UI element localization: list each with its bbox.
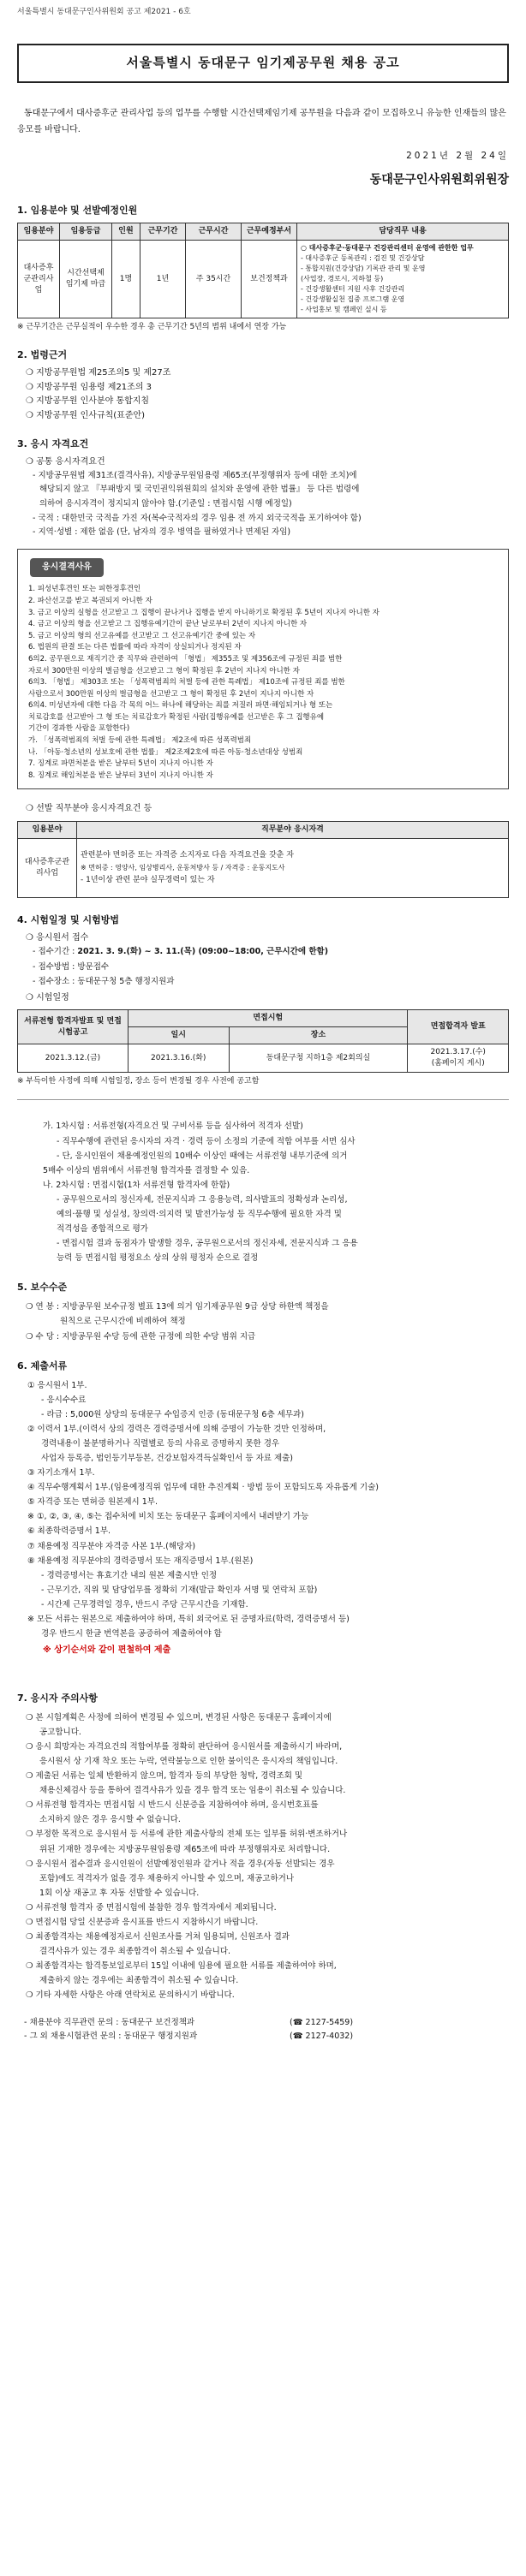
list-item: 8. 징계로 해임처분을 받은 날부터 3년이 지나지 아니한 자 [28,770,213,780]
list-item: 5. 금고 이상의 형의 선고유예를 선고받고 그 선고유예기간 중에 있는 자 [28,631,256,640]
salary-line: ❍ 연 봉 : 지방공무원 보수규정 별표 13에 의거 임기제공무원 9급 상당 하한액 책정을 [26,1302,329,1312]
col-count: 인원 [112,223,140,241]
disqualification-tag: 응시결격사유 [30,558,104,578]
disqualification-box [17,549,509,790]
col-place: 장소 [229,1027,408,1044]
binding-note: ※ 상기순서와 같이 편철하여 제출 [43,1645,171,1656]
document-list [27,1378,509,1642]
common-qual-text [33,469,509,540]
duty-line: - 대사증후군 등록관리 : 검진 및 건강상담 [301,254,425,263]
list-item: 6의2. 공무원으로 재직기간 중 직무와 관련하여 「형법」 제355조 및 제356조에 규정된 죄를 범한 [28,654,343,663]
divider [17,1099,509,1100]
qual-line: 해당되지 않고 『부패방지 및 국민권익위원회의 설치와 운영에 관한 법률』 등 다른 법령에 [39,485,360,495]
section-1-heading: 1. 임용분야 및 선발예정인원 [17,205,138,217]
cell-interview-place: 동대문구청 지하1층 제2회의실 [229,1044,408,1073]
final-note: (홈페이지 게시) [431,1059,485,1068]
list-item: ※ 모든 서류는 원본으로 제출하여야 하며, 특히 외국어로 된 증명자료(학력, 경력증명서 등) [27,1615,350,1625]
col-interview: 면접시험 [129,1010,408,1027]
list-item: 능력 등 면접시험 평정요소 상의 상위 평정자 순으로 결정 [57,1253,259,1264]
col-field: 임용분야 [18,223,60,241]
list-item: 제출하지 않는 경우에는 최종합격이 취소될 수 있습니다. [39,1976,239,1986]
cell-period: 1년 [140,241,186,318]
col-qual: 직무분야 응시자격 [77,821,509,838]
salary-line: 원칙으로 근무시간에 비례하여 책정 [60,1317,186,1327]
salary-text [26,1300,509,1343]
list-item: - 라급 : 5,000원 상당의 동대문구 수입증지 인증 (동대문구청 6층 세무과) [41,1409,304,1419]
cell-duty [297,241,509,318]
list-item: - 경력증명서는 휴효기간 내의 원본 제출시만 인정 [41,1570,218,1580]
salary-line: ❍ 수 당 : 지방공무원 수당 등에 관한 규정에 의한 수당 범위 지급 [26,1331,256,1342]
section-4-note: ※ 부득이한 사정에 의해 시험일정, 장소 등이 변경될 경우 사전에 공고함 [17,1077,260,1086]
contact-item [24,2017,509,2029]
list-item: ❍ 본 시험계획은 사정에 의하여 변경될 수 있으며, 변경된 사항은 동대문구 홈페이지에 [26,1712,332,1722]
list-item: ⑧ 채용예정 직무분야의 경력증명서 또는 재직증명서 1부.(원본) [27,1556,254,1566]
qual-line: 의하여 응시자격이 정지되지 않아야 함.(기준일 : 면접시험 시행 예정일) [39,498,292,509]
qual-line: - 지방공무원법 제31조(결격사유), 지방공무원임용령 제65조(부정행위자 등에 대한 조치)에 [33,470,357,480]
table-row [18,241,509,318]
col-date: 일시 [129,1027,230,1044]
list-item: 나. 2차시험 : 면접시험(1차 서류전형 합격자에 한함) [43,1180,230,1190]
cell-grade: 시간선택제임기제 마급 [60,241,112,318]
list-item: 4. 금고 이상의 형을 선고받고 그 집행유예기간이 끝난 날로부터 2년이 지나지 아니한 자 [28,620,308,629]
list-item: ❍ 기타 자세한 사항은 아래 연락처로 문의하시기 바랍니다. [26,1990,235,2001]
col-doc-result: 서류전형 합격자발표 및 면접시험공고 [18,1010,129,1044]
section-6-heading: 6. 제출서류 [17,1359,68,1371]
qual-line: - 국적 : 대한민국 국적을 가진 자(복수국적자의 경우 임용 전 까지 외국국적을 포기하여야 함) [33,513,362,523]
table-row [18,1044,509,1073]
document-number: 서울특별시 동대문구인사위원회 공고 제2021 - 6호 [17,8,191,16]
list-item: ② 이력서 1부.(이력서 상의 경력은 경력증명서에 의해 증명이 가능한 것만 인정하며, [27,1424,326,1434]
section-3-heading: 3. 응시 자격요건 [17,438,89,450]
list-item: 가. 1차시험 : 서류전형(자격요건 및 구비서류 등을 심사하여 적격자 선발) [43,1121,303,1132]
qual-line: - 지역·성별 : 제한 없음 (단, 남자의 경우 병역을 필하였거나 면제된 자임) [33,527,291,538]
qual-line: ※ 면허증 : 영양사, 임상병리사, 운동처방사 등 / 자격증 : 운동지도사 [81,864,285,872]
list-item: 위된 기재한 경우에는 지방공무원임용령 제65조에 따라 부정행위자로 처리합니다. [39,1844,331,1854]
list-item: 예의·품행 및 성실성, 창의력·의지력 및 발전가능성 등 직무수행에 필요한 자격 및 [57,1210,342,1219]
col-grade: 임용등급 [60,223,112,241]
qual-line: - 1년이상 관련 분야 실무경력이 있는 자 [81,875,215,884]
job-qual-title: ❍ 선발 직무분야 응시자격요건 등 [26,804,152,814]
contact-item [24,2031,509,2043]
list-item: ❍ 지방공무원 임용령 제21조의 3 [26,382,152,392]
list-item: 3. 금고 이상의 실형을 선고받고 그 집행이 끝나거나 집행을 받지 아니하기로 확정된 후 5년이 지나지 아니한 자 [28,608,380,617]
disqualification-list [25,584,501,782]
duty-line: - 통합지원(건강상담) 기록관 관리 및 운영 [301,265,426,273]
list-item: ❍ 응시 희망자는 자격요건의 적합여부를 정확히 판단하여 응시원서를 제출하시기 바라며, [26,1741,343,1752]
exam-method-list [43,1119,509,1265]
duty-line: - 건강생활센터 지원 사후 건강관리 [301,285,405,294]
duty-line: (사업장, 경로시, 지하철 등) [301,275,384,283]
list-item: ⑥ 최종학력증명서 1부. [27,1526,111,1537]
list-item: ❍ 지방공무원 인사분야 통합지침 [26,396,150,407]
list-item: - 근무기간, 직위 및 담당업무를 정확히 기재(발급 확인자 서명 및 연락처 포함) [41,1585,318,1595]
contact-phone: (☎ 2127-4032) [290,2032,354,2042]
cell-field: 대사증후군관리사업 [18,838,77,897]
contact-list [17,2017,509,2044]
col-final-result: 면접합격자 발표 [408,1010,509,1044]
col-field: 임용분야 [18,821,77,838]
col-period: 근무기간 [140,223,186,241]
cell-hours: 주 35시간 [186,241,242,318]
list-item: - 직무수행에 관련된 응시자의 자격 · 경력 등이 소정의 기준에 적합 여부를 서면 심사 [57,1136,356,1146]
list-item: 포함)에도 적격자가 없을 경우 채용하지 아니할 수 있으며, 재공고하거나 [39,1873,295,1883]
list-item: 공고합니다. [39,1727,81,1737]
col-duty: 담당직무 내용 [297,223,509,241]
schedule-title: ❍ 시험일정 [26,992,69,1002]
list-item: 5배수 이상의 범위에서 서류전형 합격자를 결정할 수 있음. [43,1165,250,1175]
list-item: ❍ 제출된 서류는 일체 반환하지 않으며, 합격자 등의 부당한 청탁, 경력조회 및 [26,1771,303,1782]
list-item: ⑦ 채용예정 직무분야 자격증 사본 1부.(해당자) [27,1541,196,1551]
list-item: 치료감호를 선고받아 그 형 또는 치료감호가 확정된 사람(집행유예를 선고받은 후 그 집행유예 [28,712,325,722]
contact-label: - 채용분야 직무관련 문의 : 동대문구 보건정책과 [24,2017,195,2027]
cell-qual [77,838,509,897]
list-item: ❍ 지방공무원법 제25조의5 및 제27조 [26,368,171,378]
contact-phone: (☎ 2127-5459) [290,2017,354,2027]
section-2-heading: 2. 법령근거 [17,349,68,361]
common-qual-title: ❍ 공통 응시자격요건 [26,457,105,467]
qual-line: 관련분야 면허증 또는 자격증 소지자로 다음 자격요건을 갖춘 자 [81,850,294,860]
section-4-heading: 4. 시험일정 및 시험방법 [17,913,119,925]
list-item: 6. 법원의 판결 또는 다른 법률에 따라 자격이 상실되거나 정지된 자 [28,643,242,652]
list-item: ❍ 면접시험 당일 신분증과 응시표를 반드시 지참하시기 바랍니다. [26,1917,259,1927]
cell-final-date [408,1044,509,1073]
intro-text: 동대문구에서 대사증후군 관리사업 등의 업무를 수행할 시간선택제임기제 공무원을 다음과 같이 모집하오니 유능한 인재들의 많은 응모를 바랍니다. [17,108,506,134]
list-item: 경력내용이 불분명하거나 직렬별로 등의 사유로 증명하지 못한 경우 [41,1438,280,1449]
section-1-note: ※ 근무기간은 근무실적이 우수한 경우 총 근무기간 5년의 범위 내에서 연장 가능 [17,323,287,332]
list-item: 경우 반드시 한글 번역본을 공증하여 제출하여야 함 [41,1629,222,1639]
table-row [18,838,509,897]
cell-count: 1명 [112,241,140,318]
page-title: 서울특별시 동대문구 임기제공무원 채용 공고 [17,44,509,83]
list-item: ❍ 서류전형 합격자는 면접시험 시 반드시 신분증을 지참하여야 하며, 응시번호표를 [26,1800,319,1811]
list-item: ❍ 최종합격자는 채용예정자로서 신원조사를 거쳐 임용되며, 신원조사 결과 [26,1932,290,1942]
list-item: - 단, 응시인원이 채용예정인원의 10배수 이상인 때에는 서류전형 내부기준에 의거 [57,1151,348,1161]
notice-list [26,1710,509,2003]
period-label: - 접수기간 : [33,947,78,957]
announcement-page [17,0,509,2043]
list-item: ❍ 최종합격자는 합격통보일로부터 15일 이내에 임용에 필요한 서류를 제출하여야 하며, [26,1961,337,1972]
list-item: 기간이 경과한 사람을 포함한다) [28,724,130,734]
duty-line: ○ 대사증후군·동대문구 건강관리센터 운영에 관한한 업무 [301,244,474,253]
final-date: 2021.3.17.(수) [430,1048,486,1057]
announcement-date: 2021년 2월 24일 [406,150,509,161]
list-item: 6의3. 「형법」 제303조 또는 「성폭력범죄의 처벌 등에 관한 특례법」 제10조에 규정된 죄를 범한 [28,678,345,687]
list-item: - 응시수수료 [41,1395,87,1405]
list-item: ❍ 부정한 목적으로 응시원서 등 서류에 관한 제출사항의 전체 또는 일부를 허위·변조하거나 [26,1829,348,1840]
cell-interview-date: 2021.3.16.(화) [129,1044,230,1073]
duty-line: - 건강생활실천 집중 프로그램 운영 [301,295,405,304]
list-item: 소지하지 않은 경우 응시할 수 없습니다. [39,1815,181,1825]
cell-dept: 보건정책과 [242,241,297,318]
place-text: - 접수장소 : 동대문구청 5층 행정지원과 [33,976,175,986]
recruitment-table [17,223,509,318]
period-value: 2021. 3. 9.(화) ~ 3. 11.(목) (09:00~18:00, 근무시간에 한함) [77,947,329,957]
law-list [17,367,509,422]
list-item: 사람으로서 300만원 이상의 벌금형을 선고받고 그 형이 확정된 후 2년이 지나지 아니한 자 [28,689,314,699]
duty-line: - 사업홍보 및 캠페인 실시 등 [301,306,387,314]
list-item: ① 응시원서 1부. [27,1380,87,1390]
list-item: 6의4. 미성년자에 대한 다음 각 목의 어느 하나에 해당하는 죄를 저질러 파면·해임되거나 형 또는 [28,701,333,711]
list-item: ※ ①, ②, ③, ④, ⑤는 접수처에 비치 또는 동대문구 홈페이지에서 내려받기 가능 [27,1512,309,1522]
col-dept: 근무예정부서 [242,223,297,241]
application-title: ❍ 응시원서 접수 [26,932,89,943]
contact-label: - 그 외 채용시험관련 문의 : 동대문구 행정지원과 [24,2032,198,2042]
list-item: - 면접시험 결과 동점자가 발생할 경우, 공무원으로서의 정신자세, 전문지식과 그 응용 [57,1239,358,1249]
list-item: 적격성을 종합적으로 평가 [57,1224,148,1234]
list-item: 사업자 등록증, 법인등기부등본, 건강보험자격득실확인서 등 자료 제출) [41,1454,293,1463]
col-hours: 근무시간 [186,223,242,241]
section-5-heading: 5. 보수수준 [17,1282,68,1294]
issuing-organization: 동대문구인사위원회위원장 [369,173,509,187]
list-item: ④ 직무수행계획서 1부.(임용예정직위 업무에 대한 추진계획 · 방법 등이 포함되도록 자유롭게 기술) [27,1483,379,1493]
cell-doc-date: 2021.3.12.(금) [18,1044,129,1073]
list-item: 가. 「성폭력범죄의 처벌 등에 관한 특례법」 제2조에 따른 성폭력범죄 [28,736,252,746]
list-item: 1회 이상 재공고 후 자동 선발할 수 있습니다. [39,1888,200,1898]
list-item: 채용신체검사 등을 통하여 결격사유가 있을 경우 합격 또는 임용이 취소될 수 있습니다. [39,1786,346,1796]
section-7-heading: 7. 응시자 주의사항 [17,1692,98,1704]
list-item: 나. 「아동·청소년의 성보호에 관한 법률」 제2조제2호에 따른 아동·청소년대상 성범죄 [28,747,303,757]
list-item: 1. 피성년후견인 또는 피한정후견인 [28,585,141,594]
application-details [33,944,509,988]
list-item: ❍ 응시원서 접수결과 응시인원이 선발예정인원과 같거나 적을 경우(자동 선발되는 경우 [26,1859,335,1869]
qualification-table [17,821,509,898]
list-item: - 시간제 근무경력일 경우, 반드시 주당 근무시간을 기재함. [41,1599,248,1609]
list-item: 응시원서 상 기재 착오 또는 누락, 연락불능으로 인한 불이익은 응시자의 책임입니다. [39,1756,338,1766]
list-item: 자로서 300만원 이상의 벌금형을 선고받고 그 형이 확정된 후 2년이 지나지 아니한 자 [28,666,300,675]
list-item: ③ 자기소개서 1부. [27,1468,95,1478]
list-item: 7. 징계로 파면처분을 받은 날부터 5년이 지나지 아니한 자 [28,759,213,769]
list-item: ❍ 서류전형 합격자 중 면접시험에 불참한 경우 합격자에서 제외됩니다. [26,1902,277,1913]
list-item: ⑤ 자격증 또는 면허증 원본제시 1부. [27,1497,158,1508]
method-text: - 접수방법 : 방문접수 [33,961,110,972]
list-item: 결격사유가 있는 경우 최종합격이 취소될 수 있습니다. [39,1947,231,1957]
list-item: 2. 파산선고를 받고 복권되지 아니한 자 [28,596,152,605]
list-item: - 공무원으로서의 정신자세, 전문지식과 그 응용능력, 의사발표의 정확성과 논리성, [57,1194,348,1205]
list-item: ❍ 지방공무원 인사규칙(표준안) [26,410,146,420]
schedule-table [17,1009,509,1073]
cell-field: 대사증후군관리사업 [18,241,60,318]
